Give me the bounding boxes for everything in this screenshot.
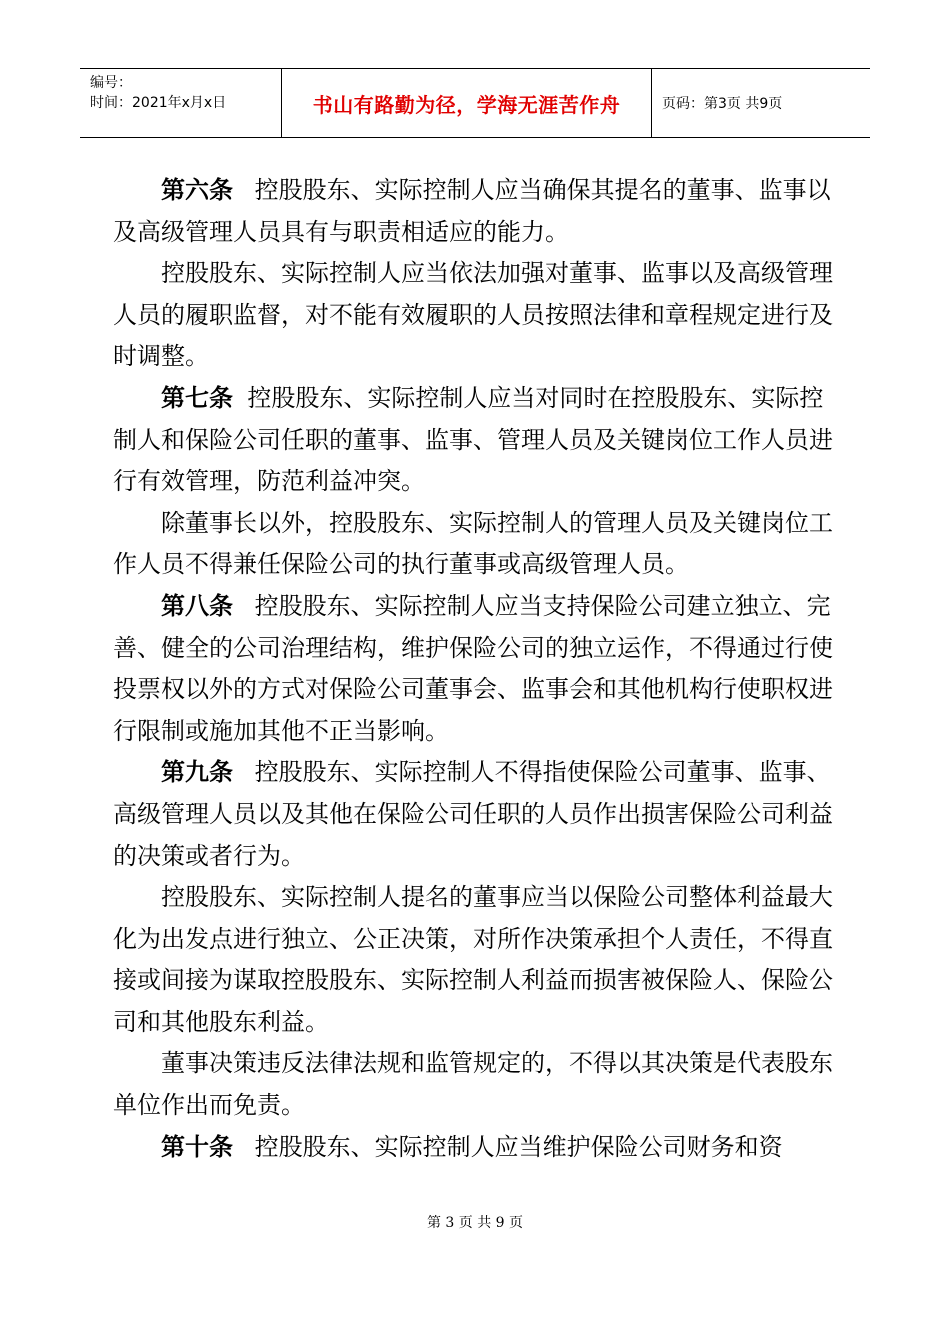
- header-number: 编号：: [90, 75, 132, 91]
- article-title: 第七条: [161, 383, 233, 412]
- paragraph: [113, 378, 843, 503]
- paragraph-text: 控股股东、实际控制人提名的董事应当以保险公司整体利益最大化为出发点进行独立、公正决策，对所作决策承担个人责任，不得直接或间接为谋取控股股东、实际控制人利益而损害被保险人、保险公司和其他股东利益。: [113, 883, 833, 1036]
- paragraph-text: 控股股东、实际控制人应当对同时在控股股东、实际控制人和保险公司任职的董事、监事、管理人员及关键岗位工作人员进行有效管理，防范利益冲突。: [113, 383, 833, 496]
- paragraph: [113, 503, 843, 586]
- header-motto-cell: [282, 69, 652, 137]
- paragraph: [113, 1127, 843, 1169]
- article-title: 第六条: [161, 176, 233, 204]
- paragraph-text: 控股股东、实际控制人应当确保其提名的董事、监事以及高级管理人员具有与职责相适应的能力。: [113, 176, 831, 246]
- header-meta: [80, 69, 282, 137]
- header-date: 时间：2021年x月x日: [90, 95, 227, 111]
- paragraph: [113, 253, 843, 378]
- document-header: [80, 68, 870, 138]
- header-motto: 书山有路勤为径，学海无涯苦作舟: [312, 92, 621, 117]
- article-title: 第十条: [161, 1132, 233, 1161]
- paragraph-text: 控股股东、实际控制人应当依法加强对董事、监事以及高级管理人员的履职监督，对不能有效履职的人员按照法律和章程规定进行及时调整。: [113, 259, 833, 371]
- paragraph-text: 控股股东、实际控制人不得指使保险公司董事、监事、高级管理人员以及其他在保险公司任职的人员作出损害保险公司利益的决策或者行为。: [113, 758, 833, 870]
- paragraph: [113, 1043, 843, 1126]
- paragraph: [113, 752, 843, 877]
- paragraph-text: 控股股东、实际控制人应当维护保险公司财务和资: [254, 1132, 783, 1161]
- article-title: 第八条: [161, 591, 233, 620]
- paragraph-text: 除董事长以外，控股股东、实际控制人的管理人员及关键岗位工作人员不得兼任保险公司的执行董事或高级管理人员。: [113, 508, 833, 579]
- page-footer: 第 3 页 共 9 页: [426, 1215, 524, 1231]
- paragraph: [113, 170, 843, 253]
- paragraph: [113, 586, 843, 752]
- header-page-cell: [652, 69, 870, 137]
- article-title: 第九条: [161, 758, 233, 787]
- paragraph: [113, 877, 843, 1043]
- paragraph-text: 控股股东、实际控制人应当支持保险公司建立独立、完善、健全的公司治理结构，维护保险公司的独立运作，不得通过行使投票权以外的方式对保险公司董事会、监事会和其他机构行使职权进行限制或施加其他不正当影响。: [113, 591, 833, 745]
- header-page-number: 页码：第3页 共9页: [662, 96, 783, 112]
- document-body: [113, 170, 843, 1168]
- paragraph-text: 董事决策违反法律法规和监管规定的，不得以其决策是代表股东单位作出而免责。: [113, 1049, 833, 1120]
